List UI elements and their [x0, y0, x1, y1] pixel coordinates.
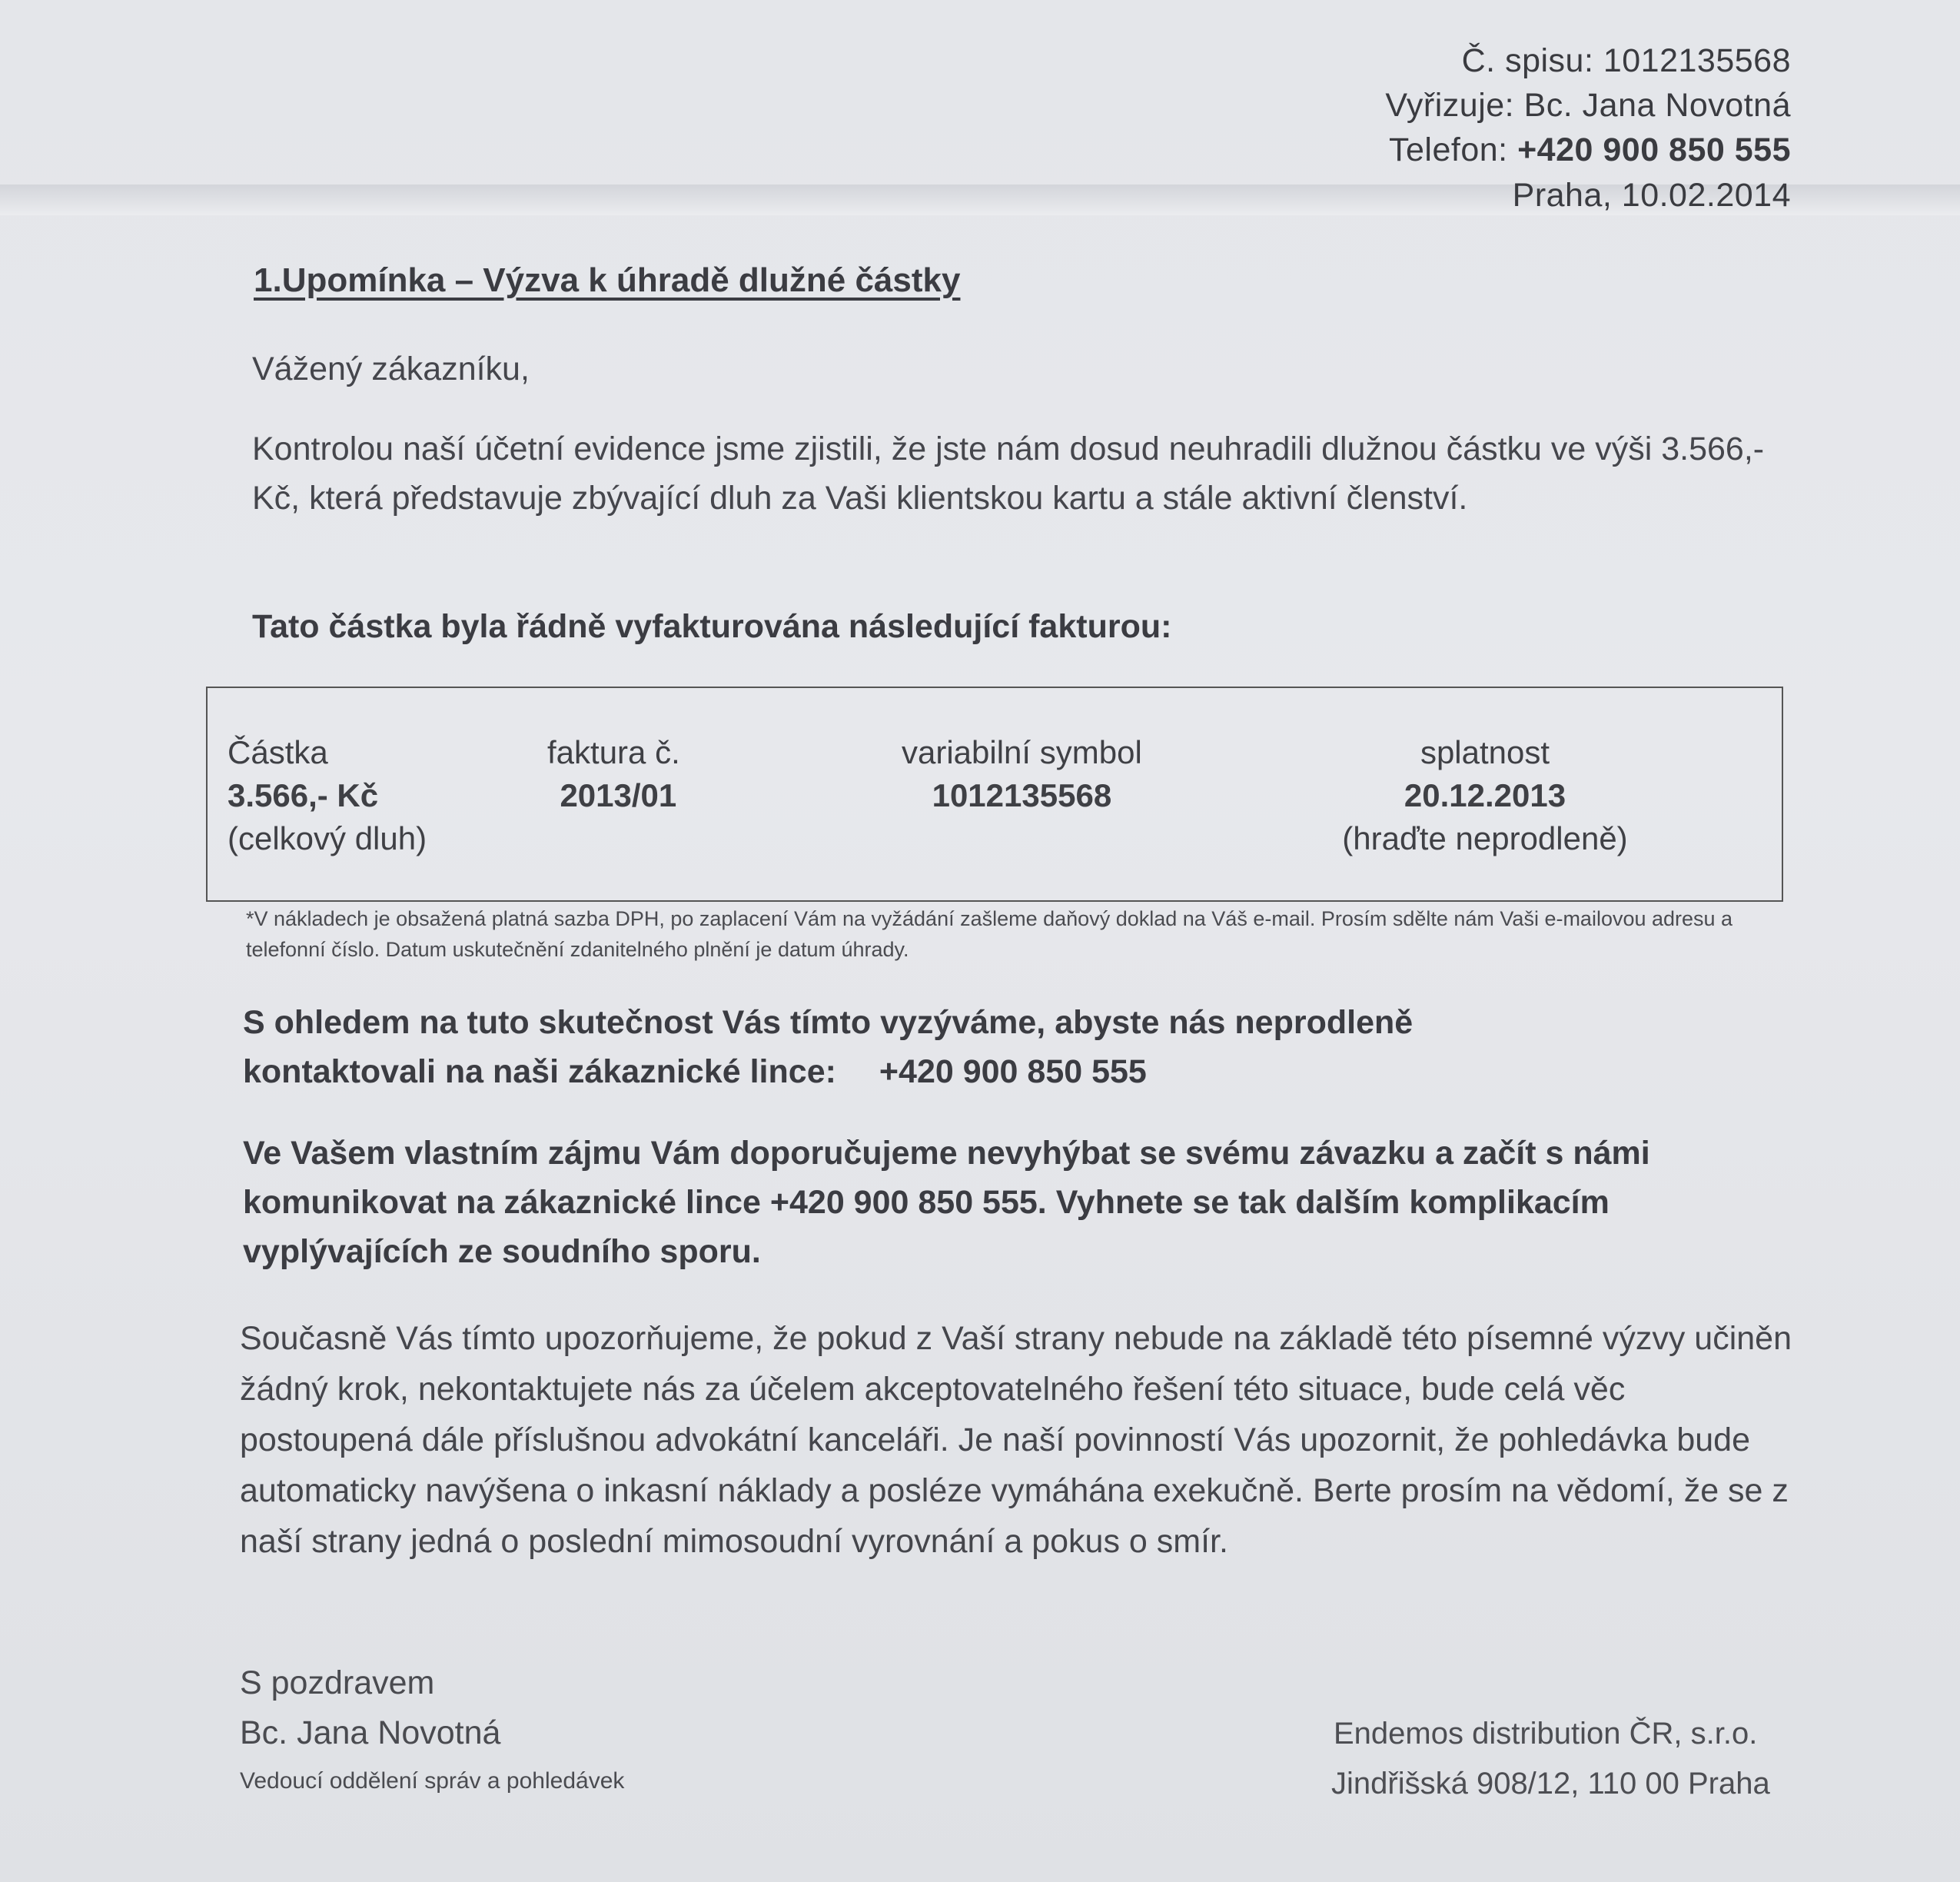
- amount-column: [228, 731, 427, 860]
- due-date-note: (hraďte neprodleně): [1342, 820, 1628, 856]
- invoice-number-label: faktura č.: [547, 734, 680, 770]
- phone-value: +420 900 850 555: [1517, 131, 1791, 168]
- vat-footnote: *V nákladech je obsažená platná sazba DPH, po zaplacení Vám na vyžádání zašleme daňový doklad na Váš e-mail. Prosím sdělte nám Vaši e-mailovou adresu a telefonní číslo. Datum uskutečnění zdanitelného plnění je datum úhrady.: [246, 907, 1733, 961]
- due-date-label: splatnost: [1420, 734, 1550, 770]
- invoice-number-value: 2013/01: [560, 777, 677, 813]
- paragraph-recommendation: Ve Vašem vlastním zájmu Vám doporučujeme nevyhýbat se svému závazku a začít s námi komunikovat na zákaznické lince +420 900 850 555. Vyhnete se tak dalším komplikacím vyplývajících ze soudního sporu.: [243, 1135, 1650, 1270]
- signer-name: Bc. Jana Novotná: [240, 1714, 501, 1751]
- variable-symbol-column: [902, 731, 1142, 817]
- due-date-value: 20.12.2013: [1404, 777, 1566, 813]
- greeting: Vážený zákazníku,: [252, 351, 530, 387]
- amount-note: (celkový dluh): [228, 820, 427, 856]
- invoice-intro: Tato částka byla řádně vyfakturována následující fakturou:: [252, 608, 1172, 645]
- invoice-number-column: [547, 731, 680, 817]
- company-address: Jindřišská 908/12, 110 00 Praha: [1331, 1767, 1770, 1801]
- paragraph-debt: Kontrolou naší účetní evidence jsme zjistili, že jste nám dosud neuhradili dlužnou částku ve výši 3.566,- Kč, která představuje zbývající dluh za Vaši klientskou kartu a stále aktivní členství.: [252, 431, 1765, 517]
- due-date-column: [1316, 731, 1654, 860]
- amount-value: 3.566,- Kč: [228, 777, 379, 813]
- company-name: Endemos distribution ČR, s.r.o.: [1334, 1717, 1758, 1751]
- signer-role: Vedoucí oddělení správ a pohledávek: [240, 1768, 625, 1794]
- phone-label: Telefon:: [1389, 131, 1518, 168]
- contact-request-line2: [243, 1047, 1147, 1096]
- phone-line: [1389, 131, 1791, 169]
- variable-symbol-label: variabilní symbol: [902, 734, 1142, 770]
- paragraph-warning: Současně Vás tímto upozorňujeme, že pokud z Vaší strany nebude na základě této písemné výzvy učiněn žádný krok, nekontaktujete nás za účelem akceptovatelného řešení této situace, bude celá věc postoupená dále příslušnou advokátní kanceláři. Je naší povinností Vás upozornit, že pohledávka bude automaticky navýšena o inkasní náklady a posléze vymáhána exekučně. Berte prosím na vědomí, že se z naší strany jedná o poslední mimosoudní vyrovnání a pokus o smír.: [240, 1320, 1792, 1560]
- handled-by: Vyřizuje: Bc. Jana Novotná: [1385, 87, 1791, 124]
- place-date: Praha, 10.02.2014: [1512, 177, 1791, 214]
- contact-request-line1: S ohledem na tuto skutečnost Vás tímto vyzýváme, abyste nás neprodleně: [243, 1004, 1414, 1041]
- contact-request-text: kontaktovali na naši zákaznické lince:: [243, 1053, 836, 1090]
- letter-title: 1.Upomínka – Výzva k úhradě dlužné částky: [254, 261, 961, 299]
- file-number: Č. spisu: 1012135568: [1461, 42, 1791, 79]
- closing: S pozdravem: [240, 1664, 435, 1701]
- amount-label: Částka: [228, 734, 328, 770]
- variable-symbol-value: 1012135568: [932, 777, 1112, 813]
- contact-phone: +420 900 850 555: [879, 1053, 1147, 1090]
